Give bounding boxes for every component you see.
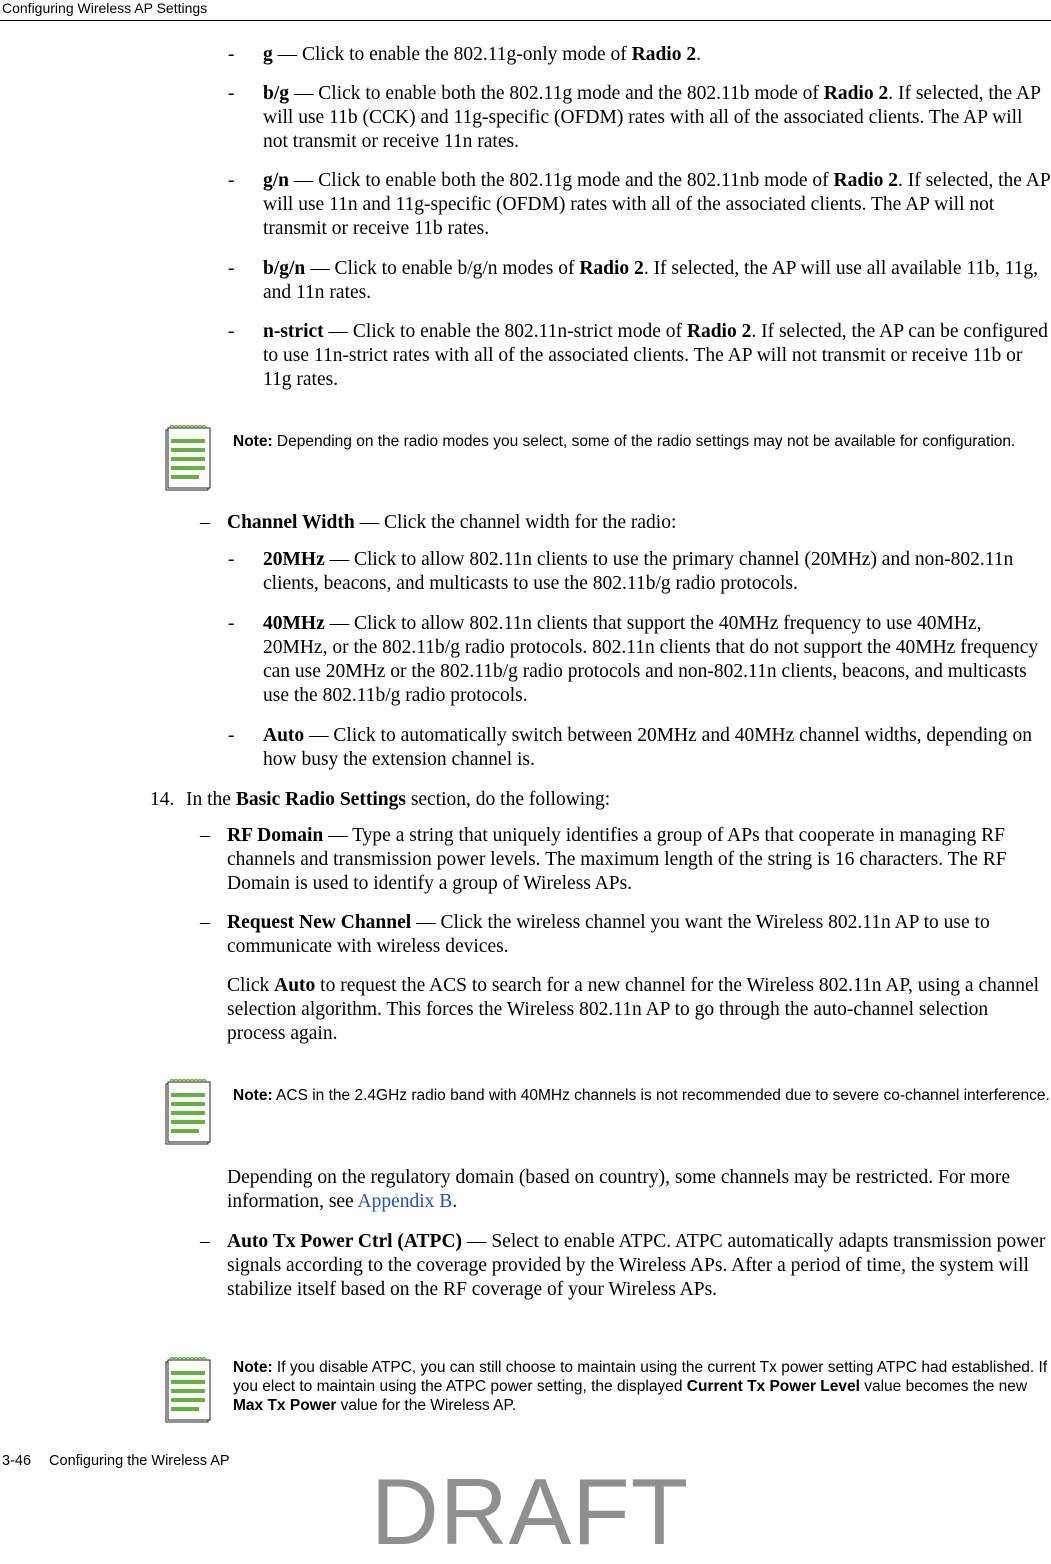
note-radio-settings: Note: Depending on the radio modes you select, some of the radio settings may not be available for configuration. — [165, 425, 1050, 495]
page-number: 3-46 — [2, 1453, 32, 1469]
note-icon — [165, 425, 211, 491]
running-header — [0, 0, 1051, 21]
note-acs: Note: ACS in the 2.4GHz radio band with 40MHz channels is not recommended due to severe co-channel interference. — [165, 1079, 1050, 1149]
note-icon — [165, 1079, 211, 1145]
draft-watermark: DRAFT — [370, 1459, 690, 1564]
note-atpc: Note: If you disable ATPC, you can still choose to maintain using the current Tx power setting ATPC had established. If you elect to maintain using the ATPC power setting, the displayed Current Tx Power Level value becomes the new Max Tx Power value for the Wireless AP. — [165, 1357, 1050, 1429]
auto-channel-paragraph: Click Auto to request the ACS to search for a new channel for the Wireless 802.11n AP, using a channel selection algorithm. This forces the Wireless 802.11n AP to go through the auto-channel selection process again. — [227, 975, 1040, 1044]
regulatory-paragraph: Depending on the regulatory domain (based on country), some channels may be restricted. For more information, see Appendix B. — [227, 1167, 1011, 1212]
appendix-b-link[interactable]: Appendix B — [357, 1191, 453, 1212]
note-icon — [165, 1357, 211, 1423]
footer-title: Configuring the Wireless AP — [49, 1453, 230, 1469]
page-footer — [2, 1453, 230, 1469]
header-title: Configuring Wireless AP Settings — [2, 0, 208, 16]
